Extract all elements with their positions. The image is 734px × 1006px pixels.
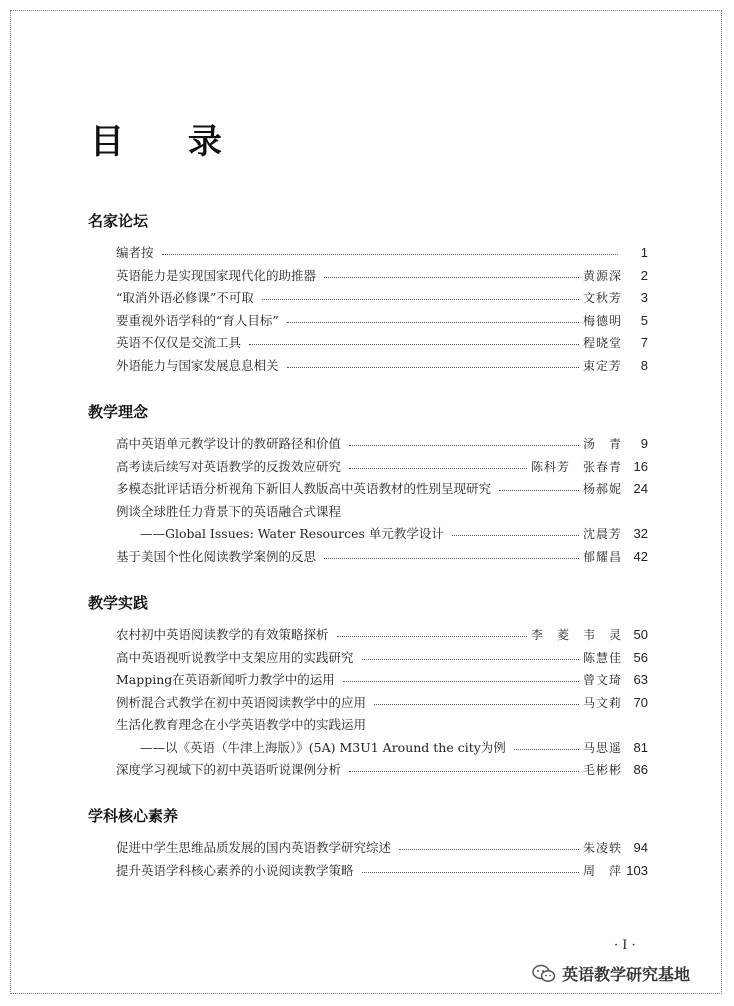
dot-leader (399, 848, 579, 850)
toc-entry-title: 多模态批评话语分析视角下新旧人教版高中英语教材的性别呈现研究 (116, 481, 492, 496)
dot-leader (349, 770, 579, 772)
dot-leader (324, 276, 579, 278)
toc-entry-author: 汤 青 (582, 437, 622, 451)
toc-entry-title: Mapping在英语新闻听力教学中的运用 (116, 672, 335, 687)
toc-entry-author: 陈科芳 张春青 (530, 459, 622, 474)
toc-entry-author: 束定芳 (582, 358, 622, 373)
toc-entry-title: 要重视外语学科的“育人目标” (116, 312, 279, 328)
dot-leader (249, 343, 579, 345)
toc-entry-page: 8 (640, 357, 648, 373)
toc-entry-title: 农村初中英语阅读教学的有效策略探析 (116, 627, 329, 642)
toc-entry-title: 促进中学生思维品质发展的国内英语教学研究综述 (116, 840, 392, 855)
toc-entry[interactable] (116, 837, 648, 859)
toc-entry-page: 7 (640, 335, 648, 350)
dot-leader (374, 703, 579, 705)
toc-entry-page: 56 (633, 649, 648, 665)
toc-entry[interactable] (116, 860, 648, 882)
toc-entry[interactable] (116, 265, 648, 287)
toc-entry[interactable] (116, 624, 648, 646)
toc-entry-title: 高考读后续写对英语教学的反拨效应研究 (116, 458, 342, 474)
section-heading: 教学理念 (88, 403, 149, 421)
toc-entry-page: 70 (633, 694, 648, 710)
toc-entry-author: 陈慧佳 (582, 650, 622, 665)
toc-entry[interactable] (116, 456, 648, 478)
toc-entry-page: 50 (633, 627, 648, 642)
dot-leader (499, 489, 579, 491)
toc-entry-title: ——Global Issues: Water Resources 单元教学设计 (140, 526, 444, 541)
toc-entry-author: 文秋芳 (582, 291, 622, 305)
toc-entry-author: 马文莉 (582, 695, 622, 710)
toc-entry-page: 1 (640, 245, 648, 260)
toc-entry[interactable] (116, 647, 648, 669)
toc-entry-page: 3 (640, 290, 648, 305)
toc-entry-title: 英语不仅仅是交流工具 (116, 335, 242, 350)
section-heading: 教学实践 (88, 594, 149, 612)
dot-leader (162, 253, 618, 255)
toc-entry-page: 42 (633, 548, 648, 564)
dot-leader (287, 321, 579, 323)
toc-entry[interactable] (116, 433, 648, 455)
toc-entry-author: 李 菱 韦 灵 (530, 628, 622, 642)
toc-entry-title: 提升英语学科核心素养的小说阅读教学策略 (116, 862, 354, 878)
toc-entry-title[interactable]: 例谈全球胜任力背景下的英语融合式课程 (116, 503, 342, 519)
dot-leader (343, 680, 579, 682)
dot-leader (349, 444, 579, 446)
toc-entry[interactable] (140, 737, 648, 759)
toc-entry-author: 杨郝妮 (582, 482, 622, 496)
toc-entry-title: 高中英语视听说教学中支架应用的实践研究 (116, 649, 354, 665)
dot-leader (337, 635, 527, 637)
dot-leader (262, 298, 579, 300)
toc-entry-title: 高中英语单元教学设计的教研路径和价值 (116, 436, 342, 451)
toc-entry[interactable] (116, 332, 648, 354)
toc-entry-page: 16 (633, 458, 648, 474)
toc-entry-title: ——以《英语（牛津上海版）》(5A) M3U1 Around the city为例 (140, 739, 506, 755)
section-heading: 学科核心素养 (88, 807, 179, 825)
toc-entry-author: 梅德明 (582, 313, 622, 328)
toc-entry-title: 深度学习视域下的初中英语听说课例分析 (116, 762, 342, 777)
toc-entry-author: 朱凌轶 (582, 841, 622, 855)
toc-entry-author: 郁耀昌 (582, 549, 622, 564)
toc-entry-title: 外语能力与国家发展息息相关 (116, 357, 279, 373)
toc-entry-page: 2 (640, 267, 648, 283)
toc-entry-page: 9 (640, 436, 648, 451)
toc-entry-page: 81 (633, 739, 648, 755)
toc-entry[interactable] (116, 242, 648, 264)
toc-entry-author: 毛彬彬 (582, 763, 622, 777)
toc-entry-title[interactable]: 生活化教育理念在小学英语教学中的实践运用 (116, 717, 367, 732)
toc-entry[interactable] (116, 478, 648, 500)
dot-leader (514, 748, 579, 750)
dot-leader (362, 658, 579, 660)
toc-entry-author: 沈晨芳 (582, 527, 622, 541)
dot-leader (349, 467, 527, 469)
toc-entry-author: 黄源深 (582, 268, 622, 283)
toc-entry-title: 英语能力是实现国家现代化的助推器 (116, 267, 317, 283)
dot-leader (324, 557, 579, 559)
toc-entry[interactable] (116, 287, 648, 309)
toc-entry[interactable] (116, 355, 648, 377)
toc-entry-page: 5 (640, 312, 648, 328)
dot-leader (362, 871, 579, 873)
footer-label: 英语教学研究基地 (562, 965, 691, 984)
wechat-icon (532, 964, 556, 984)
toc-entry-page: 32 (633, 526, 648, 541)
toc-entry[interactable] (116, 310, 648, 332)
toc-entry-title: 基于美国个性化阅读教学案例的反思 (116, 548, 317, 564)
toc-entry-page: 24 (633, 481, 648, 496)
toc-entry[interactable] (116, 692, 648, 714)
section-heading: 名家论坛 (88, 212, 149, 230)
wechat-watermark (532, 962, 690, 985)
toc-entry-author: 周 萍 (582, 863, 622, 878)
page-title: 目 录 (90, 122, 248, 162)
toc-entry[interactable] (116, 669, 648, 691)
toc-entry[interactable] (116, 546, 648, 568)
toc-entry-author: 马思遥 (582, 740, 622, 755)
toc-entry-title: 编者按 (116, 245, 154, 260)
toc-entry-author: 程晓堂 (582, 336, 622, 350)
toc-entry-page: 63 (633, 672, 648, 687)
dot-leader (287, 366, 579, 368)
toc-entry-title: “取消外语必修课”不可取 (116, 290, 254, 305)
toc-entry-page: 103 (626, 862, 648, 878)
toc-entry-author: 曾文琦 (582, 673, 622, 687)
dot-leader (452, 534, 579, 536)
toc-entry-page: 94 (633, 840, 648, 855)
toc-entry-title: 例析混合式教学在初中英语阅读教学中的应用 (116, 694, 367, 710)
toc-entry-page: 86 (633, 762, 648, 777)
toc-entry[interactable] (140, 523, 648, 545)
page-number: · I · (614, 938, 636, 953)
toc-entry[interactable] (116, 759, 648, 781)
